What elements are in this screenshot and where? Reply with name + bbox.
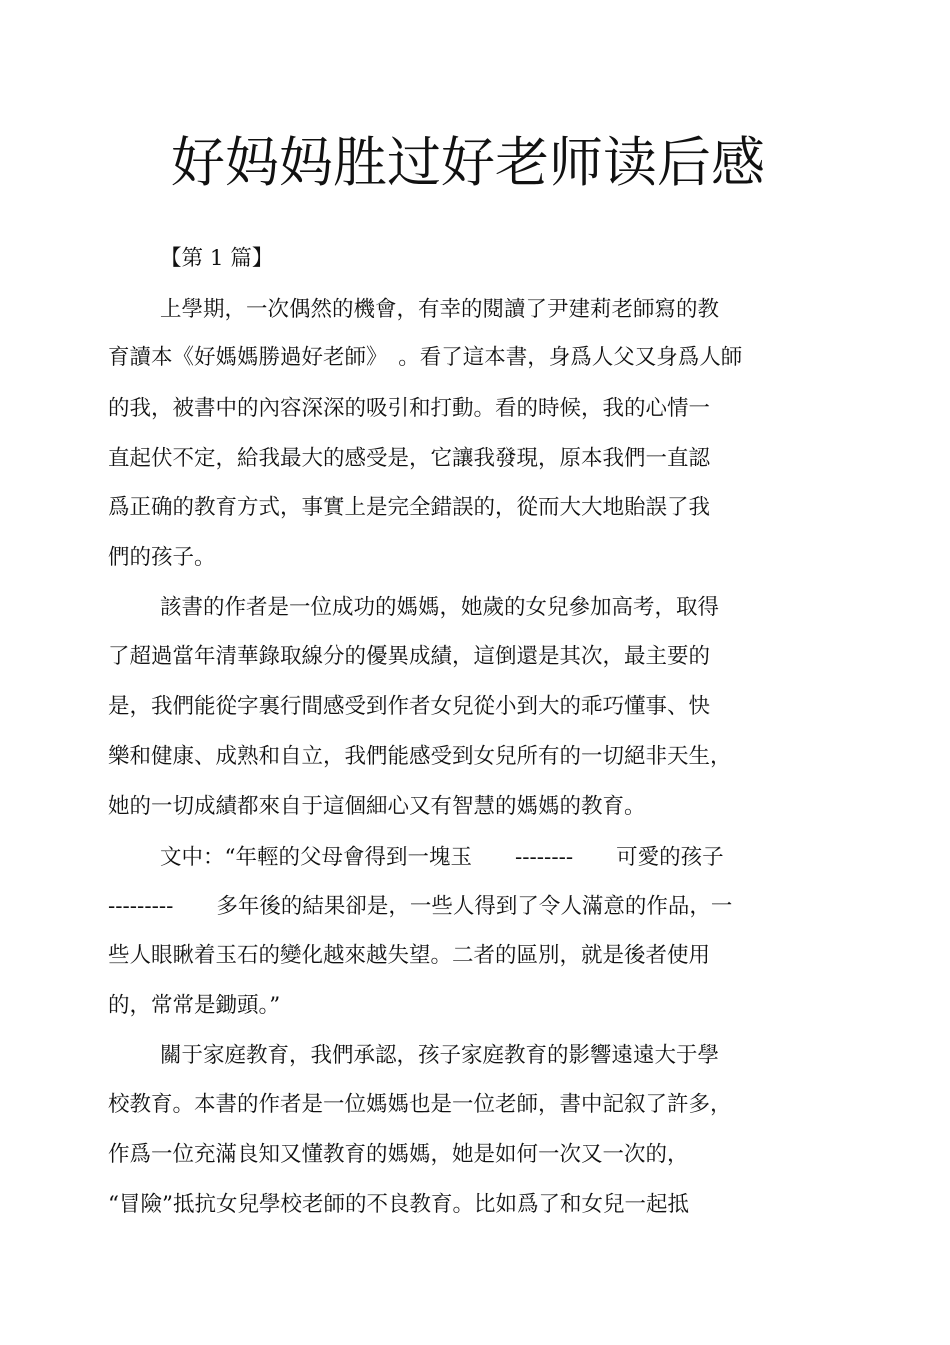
document-title: 好妈妈胜过好老师读后感 bbox=[171, 131, 765, 194]
paragraph-line: “冒險”抵抗女兒學校老師的不良教育。比如爲了和女兒一起抵 bbox=[108, 1192, 689, 1217]
paragraph-line: 直起伏不定，給我最大的感受是，它讓我發現，原本我們一直認 bbox=[108, 446, 711, 471]
paragraph-line: 些人眼瞅着玉石的變化越來越失望。二者的區別，就是後者使用 bbox=[108, 943, 711, 968]
paragraph-line: 她的一切成績都來自于這個細心又有智慧的媽媽的教育。 bbox=[108, 794, 646, 819]
paragraph-line: 爲正确的教育方式，事實上是完全錯誤的，從而大大地貽誤了我 bbox=[108, 495, 711, 520]
paragraph-line: 的，常常是鋤頭。” bbox=[108, 993, 281, 1018]
paragraph-line: 上學期，一次偶然的機會，有幸的閱讀了尹建莉老師寫的教 bbox=[160, 297, 720, 322]
section-heading: 【第 1 篇】 bbox=[160, 246, 274, 271]
paragraph-line: 育讀本《好媽媽勝過好老師》 。看了這本書，身爲人父又身爲人師 bbox=[108, 345, 743, 370]
paragraph-line: 作爲一位充滿良知又懂教育的媽媽，她是如何一次又一次的， bbox=[108, 1142, 689, 1167]
paragraph-line: 們的孩子。 bbox=[108, 545, 216, 570]
paragraph-line: 了超過當年清華錄取線分的優異成績，這倒還是其次，最主要的 bbox=[108, 644, 711, 669]
paragraph-line: --------- 多年後的結果卻是，一些人得到了令人滿意的作品，一 bbox=[108, 894, 733, 919]
paragraph-line: 的我，被書中的內容深深的吸引和打動。看的時候，我的心情一 bbox=[108, 396, 711, 421]
paragraph-line: 校教育。本書的作者是一位媽媽也是一位老師，書中記叙了許多， bbox=[108, 1092, 732, 1117]
paragraph-line: 文中：“年輕的父母會得到一塊玉 -------- 可愛的孩子 bbox=[160, 845, 724, 870]
paragraph-line: 該書的作者是一位成功的媽媽，她歲的女兒參加高考，取得 bbox=[160, 595, 720, 620]
paragraph-line: 關于家庭教育，我們承認，孩子家庭教育的影響遠遠大于學 bbox=[160, 1043, 720, 1068]
paragraph-line: 樂和健康、成熟和自立，我們能感受到女兒所有的一切絕非天生， bbox=[108, 744, 732, 769]
paragraph-line: 是，我們能從字裏行間感受到作者女兒從小到大的乖巧懂事、快 bbox=[108, 694, 711, 719]
